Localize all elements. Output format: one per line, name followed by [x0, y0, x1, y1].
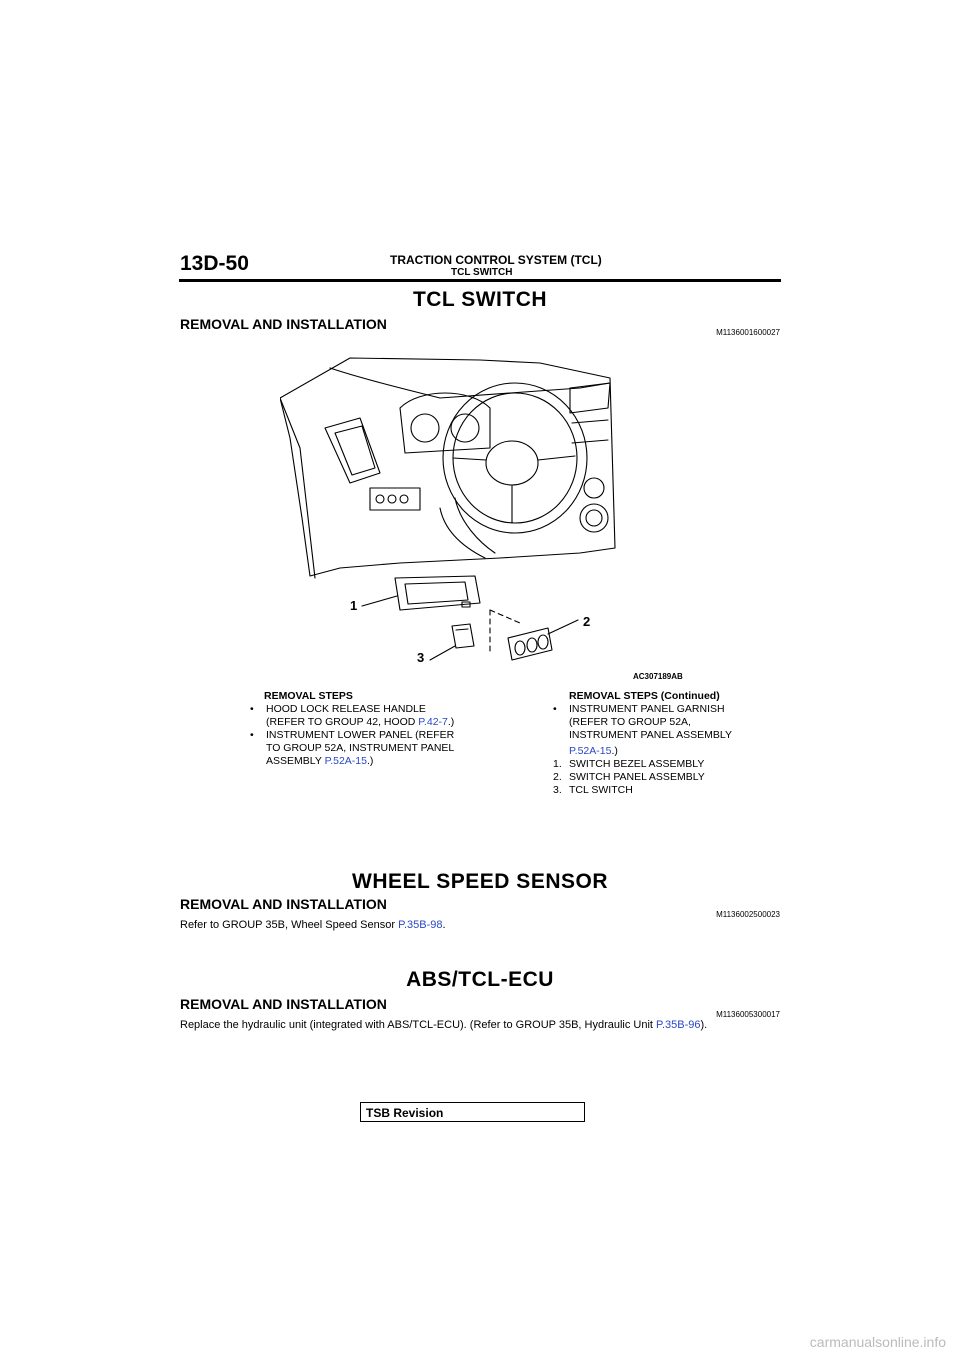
step-line: (REFER TO GROUP 52A,: [569, 716, 691, 728]
step-line: ASSEMBLY P.52A-15.): [266, 755, 374, 767]
steps-title: REMOVAL STEPS: [264, 690, 353, 702]
step-line: INSTRUMENT LOWER PANEL (REFER: [266, 729, 455, 741]
dashboard-illustration: [280, 348, 683, 684]
step-line: (REFER TO GROUP 42, HOOD P.42-7.): [266, 716, 455, 728]
section-subtitle-removal: REMOVAL AND INSTALLATION: [180, 316, 387, 332]
header-title: TRACTION CONTROL SYSTEM (TCL): [390, 253, 602, 267]
step-line: HOOD LOCK RELEASE HANDLE: [266, 703, 426, 715]
section-title-wheel-speed-sensor: WHEEL SPEED SENSOR: [352, 870, 608, 893]
step-line: INSTRUMENT PANEL GARNISH: [569, 703, 725, 715]
callout-3: 3: [417, 650, 425, 665]
bullet: •: [553, 703, 557, 715]
callout-2: 2: [583, 614, 591, 629]
section-title-tcl-switch: TCL SWITCH: [412, 288, 548, 311]
section-text: Replace the hydraulic unit (integrated with ABS/TCL-ECU). (Refer to GROUP 35B, Hydraulic Unit P.35B-96).: [180, 1019, 708, 1031]
list-item: [250, 729, 480, 768]
section-code: M1136005300017: [716, 1010, 780, 1019]
watermark: carmanualsonline.info: [809, 1334, 946, 1350]
item-number: 3.: [553, 784, 562, 796]
page-link[interactable]: P.52A-15: [569, 745, 612, 757]
bullet: •: [250, 703, 254, 715]
section-text: Refer to GROUP 35B, Wheel Speed Sensor P.35B-98.: [180, 919, 446, 931]
list-item: [553, 758, 783, 771]
step-line: INSTRUMENT PANEL ASSEMBLY: [569, 729, 732, 741]
page-link[interactable]: P.35B-96: [656, 1019, 701, 1031]
dashboard-drawing: [280, 348, 680, 684]
step-text: SWITCH BEZEL ASSEMBLY: [569, 758, 705, 770]
list-item: [553, 784, 783, 797]
section-title-abs-tcl-ecu: ABS/TCL-ECU: [406, 968, 554, 991]
section-code: M1136001600027: [716, 328, 780, 337]
list-item: [553, 771, 783, 784]
steps-title: REMOVAL STEPS (Continued): [569, 690, 720, 702]
removal-steps-left: [250, 690, 480, 768]
page-link[interactable]: P.35B-98: [398, 919, 443, 931]
step-line: TO GROUP 52A, INSTRUMENT PANEL: [266, 742, 455, 754]
header-subtitle: TCL SWITCH: [451, 267, 513, 278]
section-subtitle-removal: REMOVAL AND INSTALLATION: [180, 996, 387, 1012]
figure-id: AC307189AB: [633, 672, 683, 681]
section-code: M1136002500023: [716, 910, 780, 919]
item-number: 1.: [553, 758, 562, 770]
step-line: P.52A-15.): [569, 745, 618, 757]
page-number: 13D-50: [180, 252, 249, 275]
section-subtitle-removal: REMOVAL AND INSTALLATION: [180, 896, 387, 912]
step-text: SWITCH PANEL ASSEMBLY: [569, 771, 705, 783]
page-link[interactable]: P.42-7: [418, 716, 448, 728]
page-link[interactable]: P.52A-15: [324, 755, 367, 767]
list-item: [250, 703, 480, 729]
header-rule: [179, 279, 781, 282]
bullet: •: [250, 729, 254, 741]
tsb-revision-box: TSB Revision: [360, 1102, 585, 1122]
list-item: [553, 703, 783, 758]
step-text: TCL SWITCH: [569, 784, 633, 796]
removal-steps-right: [553, 690, 783, 797]
item-number: 2.: [553, 771, 562, 783]
callout-1: 1: [350, 598, 358, 613]
